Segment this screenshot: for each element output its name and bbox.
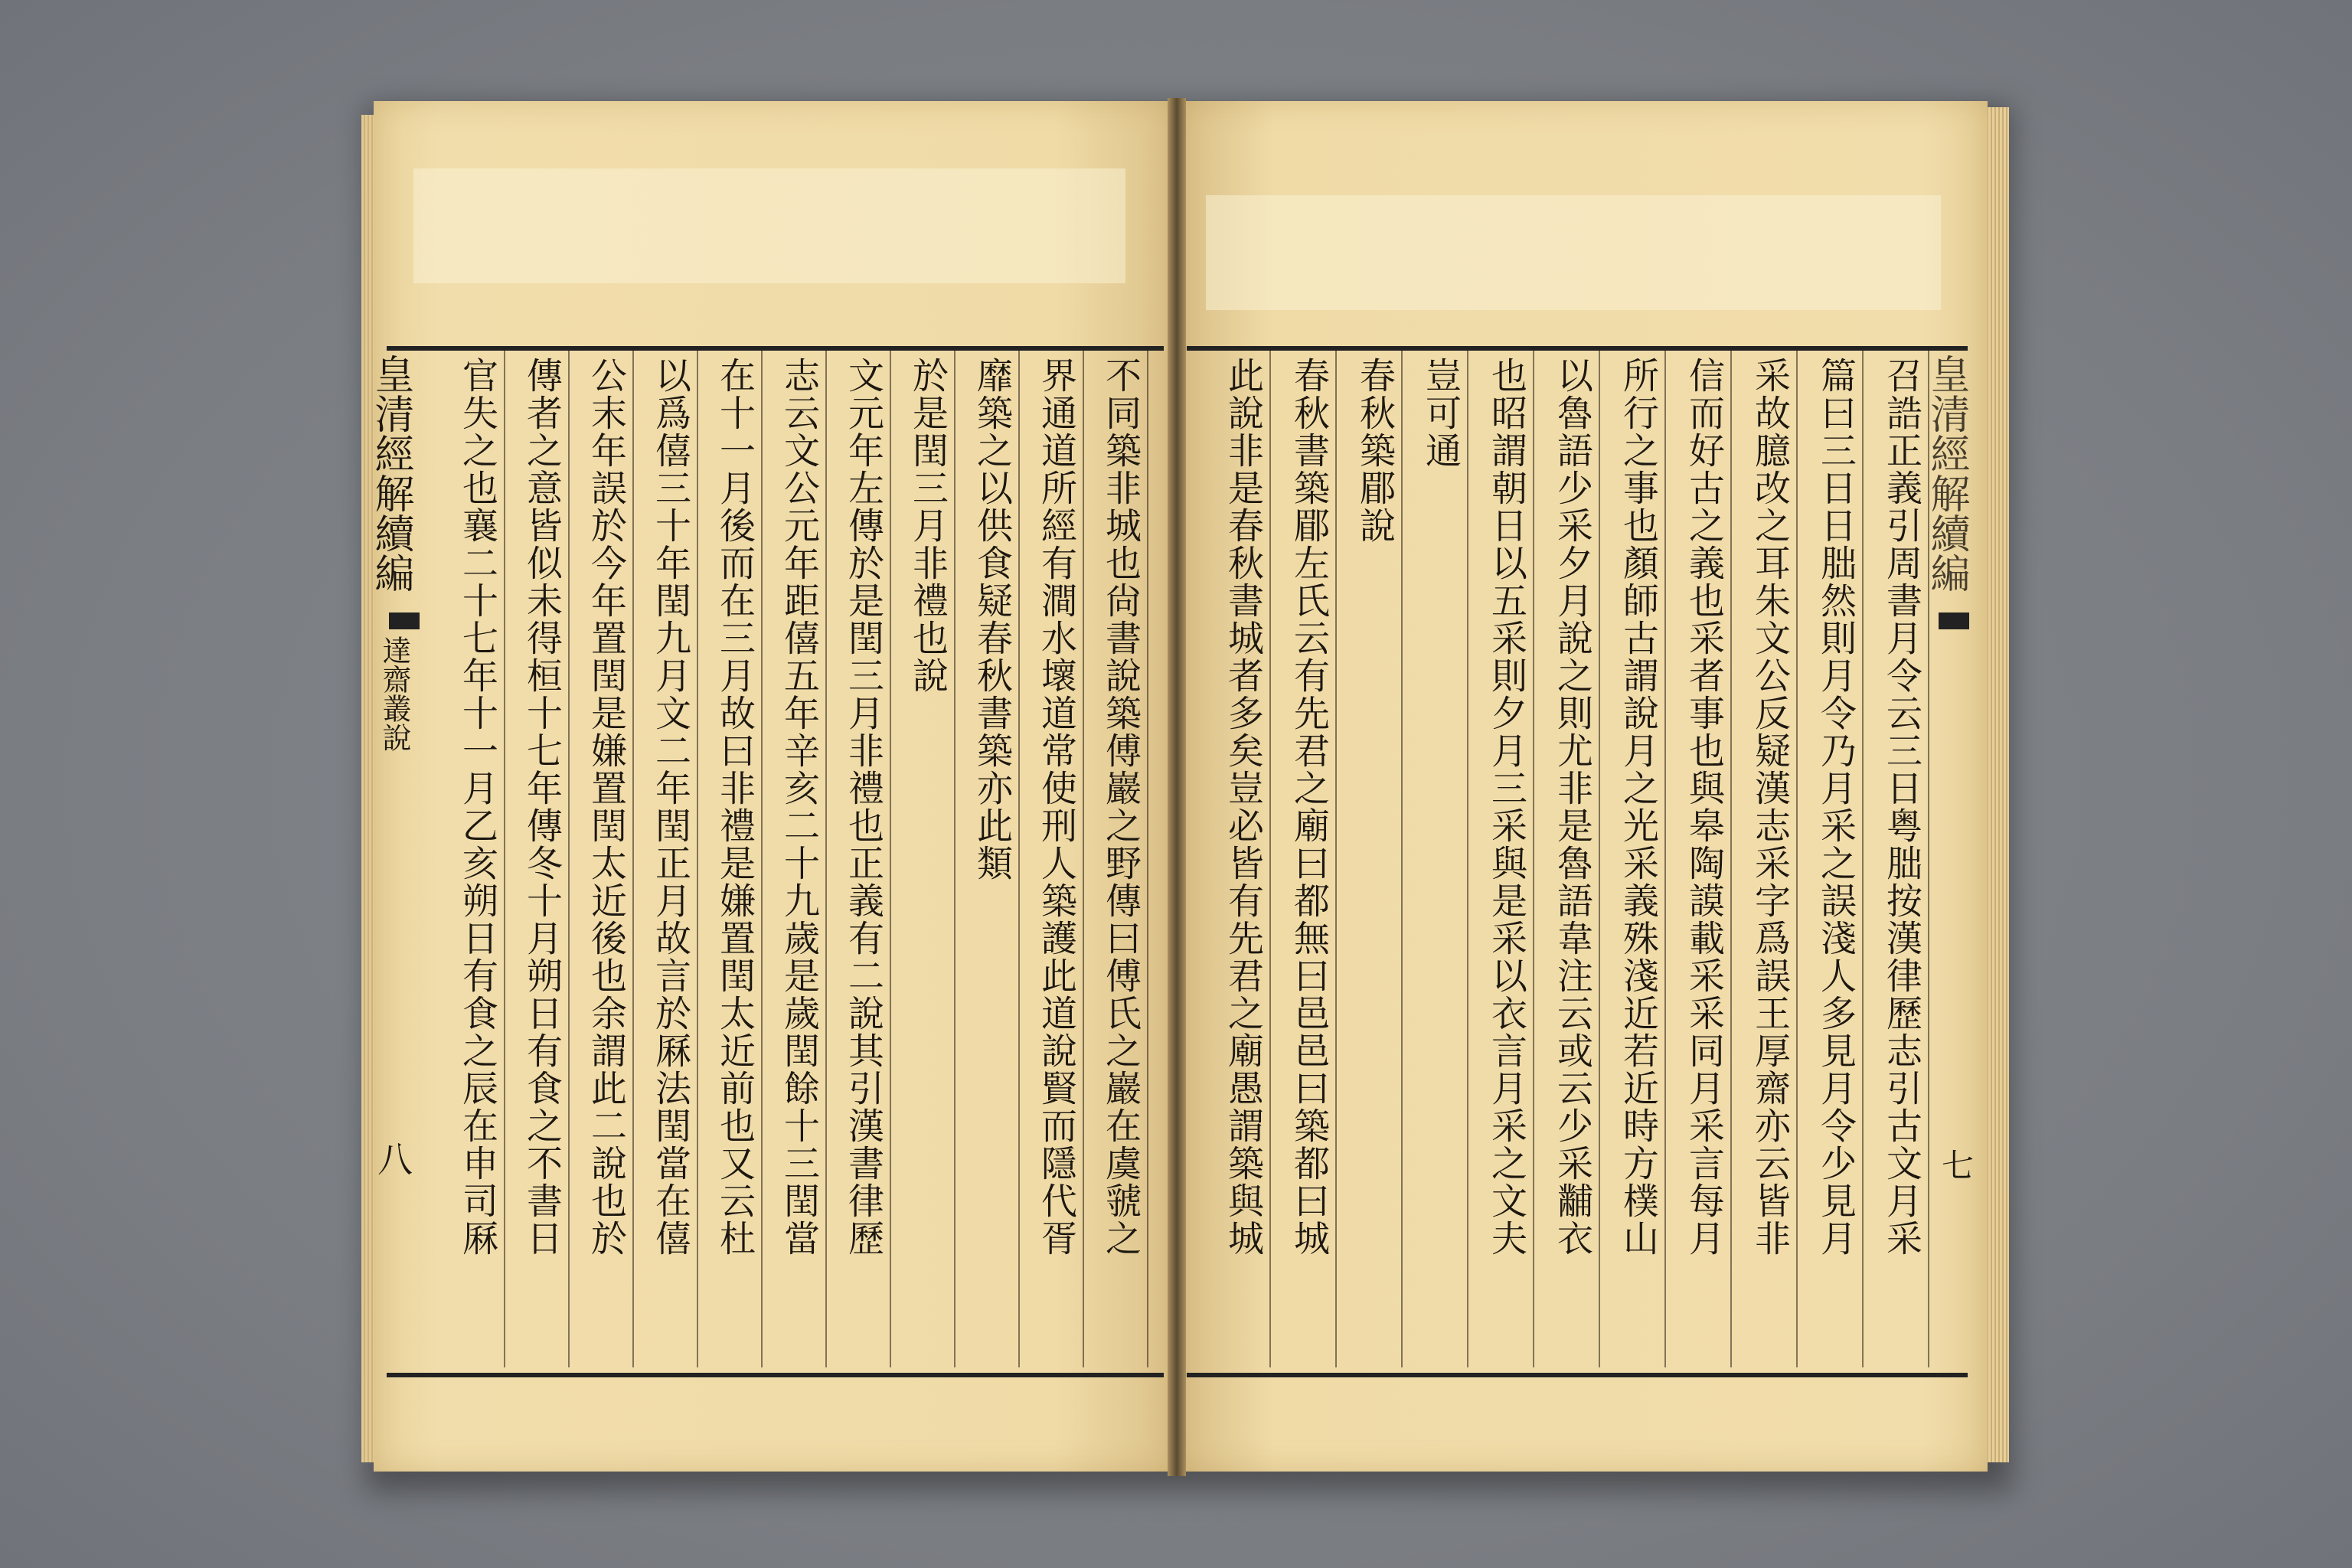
column-rule [1730, 351, 1732, 1367]
book-title-left: 皇清經解續編 [368, 354, 413, 593]
column-rule [697, 351, 698, 1367]
fish-tail-mark-right [1939, 612, 1969, 629]
text-column: 春秋築郿說 [1354, 357, 1396, 544]
text-column: 以爲僖三十年閏九月文二年閏正月故言於厤法閏當在僖 [649, 357, 691, 1257]
text-column: 所行之事也顏師古謂說月之光采義殊淺近若近時方樸山 [1617, 357, 1659, 1257]
column-rule [1018, 351, 1020, 1367]
column-rule [954, 351, 956, 1367]
column-rule [1862, 351, 1864, 1367]
column-rule [632, 351, 634, 1367]
column-rule [890, 351, 891, 1367]
text-column: 文元年左傳於是閏三月非禮也正義有二說其引漢書律歷 [842, 357, 884, 1257]
column-rule [1335, 351, 1337, 1367]
text-column: 也昭謂朝日以五采則夕月三采與是采以衣言月采之文夫 [1485, 357, 1527, 1257]
text-column: 志云文公元年距僖五年辛亥二十九歲是歲閏餘十三閏當 [778, 357, 820, 1257]
right-page-upper-band [1206, 195, 1941, 310]
text-column: 信而好古之義也采者事也與皋陶謨載采采同月采言每月 [1683, 357, 1725, 1257]
column-rule [1599, 351, 1600, 1367]
text-column: 不同築非城也尙書說築傅巖之野傳曰傅氏之巖在虞虢之 [1099, 357, 1142, 1257]
column-rule [825, 351, 827, 1367]
column-rule [1083, 351, 1084, 1367]
leaf-number-left: 八 [372, 1141, 413, 1176]
text-column: 春秋書築郿左氏云有先君之廟曰都無曰邑邑曰築都曰城 [1288, 357, 1330, 1257]
text-column: 此說非是春秋書城者多矣豈必皆有先君之廟愚謂築與城 [1222, 357, 1264, 1257]
column-rule [568, 351, 570, 1367]
text-column: 采故臆改之耳朱文公反疑漢志采字爲誤王厚齋亦云皆非 [1749, 357, 1791, 1257]
text-column: 公末年誤於今年置閏是嫌置閏太近後也余謂此二說也於 [585, 357, 627, 1257]
column-rule [1401, 351, 1403, 1367]
left-page-upper-band [413, 168, 1125, 283]
text-column: 豈可通 [1419, 357, 1462, 469]
text-column: 官失之也襄二十七年十一月乙亥朔日有食之辰在申司厤 [456, 357, 498, 1257]
column-rule [1796, 351, 1798, 1367]
text-column: 於是閏三月非禮也說 [906, 357, 949, 694]
column-rule [1269, 351, 1271, 1367]
column-rule [761, 351, 763, 1367]
right-page-edges [1984, 107, 2009, 1462]
text-column: 靡築之以供食疑春秋書築亦此類 [971, 357, 1013, 882]
column-rule [1664, 351, 1666, 1367]
column-rule [1533, 351, 1534, 1367]
column-rule [1467, 351, 1468, 1367]
text-column: 在十一月後而在三月故曰非禮是嫌置閏太近前也又云杜 [714, 357, 756, 1257]
text-column: 傳者之意皆似未得桓十七年傳冬十月朔日有食之不書日 [521, 357, 563, 1257]
text-column: 召誥正義引周書月令云三日粤朏按漢律歷志引古文月采 [1880, 357, 1922, 1257]
book-title-right: 皇清經解續編 [1923, 354, 1969, 593]
text-column: 界通道所經有澗水壞道常使刑人築護此道說賢而隱代胥 [1035, 357, 1077, 1257]
section-title-left: 達齋叢說 [377, 635, 411, 752]
text-column: 篇曰三日日朏然則月令乃月采之誤淺人多見月令少見月 [1815, 357, 1857, 1257]
column-rule [1147, 351, 1148, 1367]
column-rule [504, 351, 505, 1367]
fish-tail-mark-left [389, 612, 420, 629]
text-column: 以魯語少采夕月說之則尤非是魯語韋注云或云少采黼衣 [1551, 357, 1593, 1257]
book-gutter [1168, 98, 1186, 1476]
leaf-number-right: 七 [1937, 1148, 1975, 1181]
